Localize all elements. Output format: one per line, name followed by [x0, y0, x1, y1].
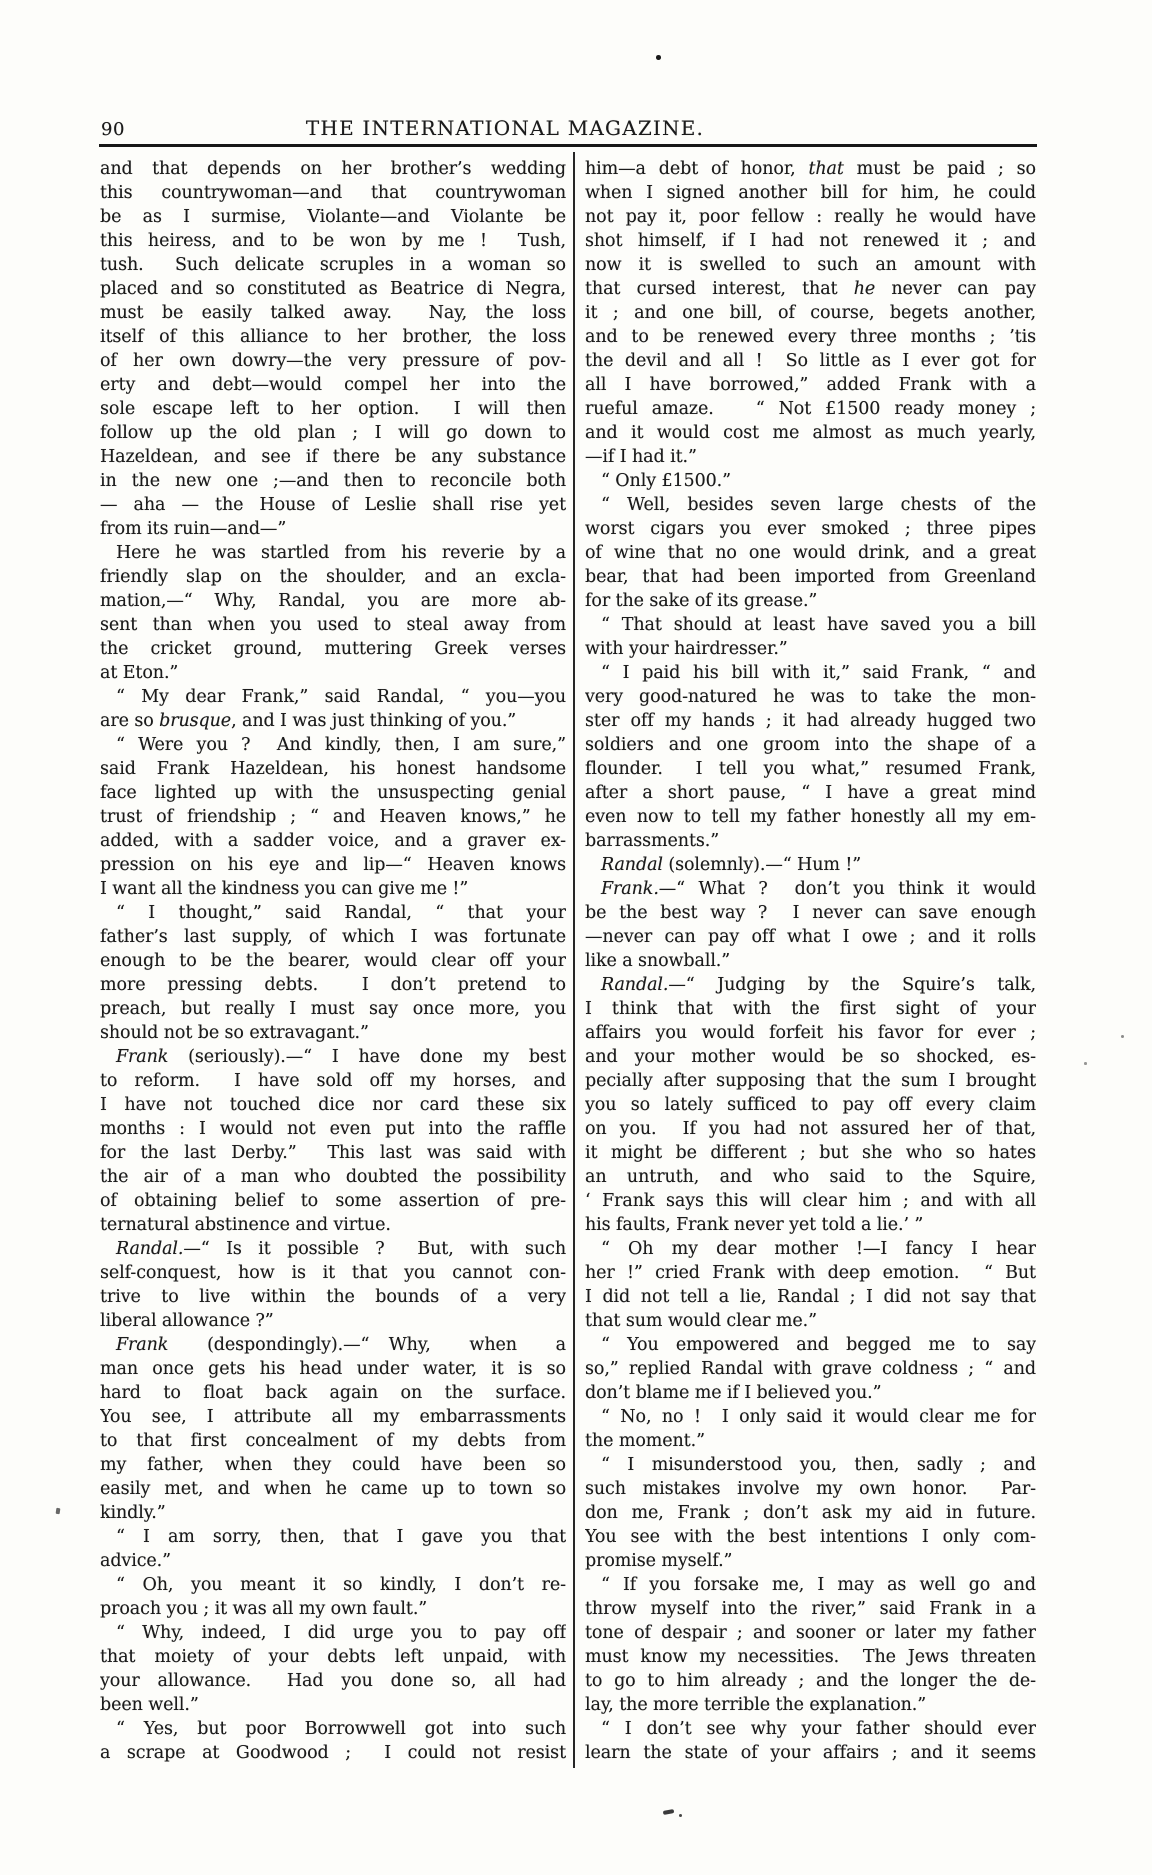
text-line: at Eton.” — [100, 663, 179, 683]
text-line: this heiress, and to be won by me ! Tush, — [100, 231, 566, 251]
paragraph — [585, 1717, 1036, 1765]
paragraph — [585, 661, 1036, 853]
text-line: Frank (seriously).—“ I have done my best — [116, 1047, 566, 1067]
text-line: man once gets his head under water, it is so — [100, 1359, 566, 1379]
text-line: advice.” — [100, 1551, 171, 1571]
ink-speck — [663, 1809, 674, 1814]
text-line: should not be so extravagant.” — [100, 1023, 369, 1043]
text-line: liberal allowance ?” — [100, 1311, 274, 1331]
paragraph — [585, 1333, 1036, 1405]
text-line: to reform. I have sold off my horses, and — [100, 1071, 566, 1091]
text-line: my father, when they could have been so — [100, 1455, 566, 1475]
text-line: not pay it, poor fellow : really he would have — [585, 207, 1036, 227]
paragraph — [585, 1573, 1036, 1717]
text-line: such mistakes involve my own honor. Par- — [585, 1479, 1036, 1499]
text-line: an untruth, and who said to the Squire, — [585, 1167, 1036, 1187]
text-line: Randal.—“ Judging by the Squire’s talk, — [601, 975, 1036, 995]
text-line: easily met, and when he came up to town so — [100, 1479, 566, 1499]
text-line: now it is swelled to such an amount with — [585, 255, 1036, 275]
text-line: very good-natured he was to take the mon- — [585, 687, 1036, 707]
text-line: for the last Derby.” This last was said with — [100, 1143, 566, 1163]
text-line: I want all the kindness you can give me !” — [100, 879, 469, 899]
text-line: “ Why, indeed, I did urge you to pay off — [116, 1623, 566, 1643]
paragraph — [100, 1573, 566, 1621]
paragraph — [585, 157, 1036, 469]
ink-speck — [656, 55, 661, 60]
text-line: and that depends on her brother’s wedding — [100, 159, 566, 179]
paragraph — [585, 1453, 1036, 1573]
text-line: “ I am sorry, then, that I gave you that — [116, 1527, 566, 1547]
text-line: sole escape left to her option. I will then — [100, 399, 566, 419]
text-line: Randal.—“ Is it possible ? But, with such — [116, 1239, 566, 1259]
text-line: it ; and one bill, of course, begets another, — [585, 303, 1036, 323]
paragraph — [100, 157, 566, 541]
paragraph — [585, 613, 1036, 661]
paragraph — [100, 1621, 566, 1717]
text-line: so,” replied Randal with grave coldness ; “ and — [585, 1359, 1036, 1379]
text-line: throw myself into the river,” said Frank in a — [585, 1599, 1036, 1619]
text-line: this countrywoman—and that countrywoman — [100, 183, 566, 203]
text-line: for the sake of its grease.” — [585, 591, 818, 611]
text-line: friendly slap on the shoulder, and an excla- — [100, 567, 566, 587]
text-line: ‘ Frank says this will clear him ; and with all — [585, 1191, 1036, 1211]
text-line: months : I would not even put into the raffle — [100, 1119, 566, 1139]
text-line: affairs you would forfeit his favor for ever ; — [585, 1023, 1036, 1043]
text-line: added, with a sadder voice, and a graver ex- — [100, 831, 566, 851]
text-line: self-conquest, how is it that you cannot con- — [100, 1263, 566, 1283]
text-line: placed and so constituted as Beatrice di Negra, — [100, 279, 566, 299]
text-line: kindly.” — [100, 1503, 166, 1523]
text-line: Frank (despondingly).—“ Why, when a — [116, 1335, 566, 1355]
text-line: to that first concealment of my debts from — [100, 1431, 566, 1451]
left-text-column — [100, 157, 566, 1765]
ink-speck — [679, 1814, 682, 1817]
text-line: more pressing debts. I don’t pretend to — [100, 975, 566, 995]
text-line: lay, the more terrible the explanation.” — [585, 1695, 927, 1715]
text-line: that moiety of your debts left unpaid, with — [100, 1647, 566, 1667]
text-line: —never can pay off what I owe ; and it rolls — [585, 927, 1036, 947]
text-line: Randal (solemnly).—“ Hum !” — [601, 855, 862, 875]
text-line: “ I paid his bill with it,” said Frank, “ and — [601, 663, 1036, 683]
text-line: hard to float back again on the surface. — [100, 1383, 566, 1403]
text-line: that cursed interest, that he never can pay — [585, 279, 1036, 299]
column-divider-rule — [573, 152, 575, 1768]
text-line: even now to tell my father honestly all my em- — [585, 807, 1036, 827]
text-line: her !” cried Frank with deep emotion. “ But — [585, 1263, 1036, 1283]
text-line: father’s last supply, of which I was fortunate — [100, 927, 566, 947]
text-line: “ I misunderstood you, then, sadly ; and — [601, 1455, 1036, 1475]
text-line: erty and debt—would compel her into the — [100, 375, 566, 395]
text-line: mation,—“ Why, Randal, you are more ab- — [100, 591, 566, 611]
paragraph — [100, 685, 566, 733]
text-line: after a short pause, “ I have a great mind — [585, 783, 1036, 803]
text-line: “ No, no ! I only said it would clear me for — [601, 1407, 1036, 1427]
text-line: the cricket ground, muttering Greek verses — [100, 639, 566, 659]
text-line: him—a debt of honor, that must be paid ; so — [585, 159, 1036, 179]
paragraph — [585, 1237, 1036, 1333]
header-rule — [99, 144, 1037, 147]
text-line: from its ruin—and—” — [100, 519, 287, 539]
paragraph — [100, 901, 566, 1045]
paragraph — [100, 1333, 566, 1525]
text-line: ster off my hands ; it had already hugged two — [585, 711, 1036, 731]
text-line: proach you ; it was all my own fault.” — [100, 1599, 428, 1619]
text-line: of obtaining belief to some assertion of pre- — [100, 1191, 566, 1211]
text-line: you so lately sufficed to pay off every claim — [585, 1095, 1036, 1115]
paragraph — [585, 469, 1036, 493]
text-line: are so brusque, and I was just thinking of you.” — [100, 711, 517, 731]
text-line: — aha — the House of Leslie shall rise yet — [100, 495, 566, 515]
text-line: pression on his eye and lip—“ Heaven knows — [100, 855, 566, 875]
text-line: trive to live within the bounds of a very — [100, 1287, 566, 1307]
text-line: barrassments.” — [585, 831, 720, 851]
text-line: You see with the best intentions I only com- — [585, 1527, 1036, 1547]
text-line: “ Oh my dear mother !—I fancy I hear — [601, 1239, 1036, 1259]
text-line: tone of despair ; and sooner or later my father — [585, 1623, 1036, 1643]
paragraph — [585, 877, 1036, 973]
paragraph — [100, 1717, 566, 1765]
text-line: on you. If you had not assured her of that, — [585, 1119, 1036, 1139]
text-line: of her own dowry—the very pressure of pov- — [100, 351, 566, 371]
text-line: all I have borrowed,” added Frank with a — [585, 375, 1036, 395]
ink-speck — [56, 1508, 60, 1514]
text-line: and to be renewed every three months ; ’tis — [585, 327, 1036, 347]
text-line: the devil and all ! So little as I ever got for — [585, 351, 1036, 371]
text-line: be as I surmise, Violante—and Violante be — [100, 207, 566, 227]
text-line: don’t blame me if I believed you.” — [585, 1383, 882, 1403]
paragraph — [100, 1525, 566, 1573]
text-line: tush. Such delicate scruples in a woman so — [100, 255, 566, 275]
text-line: been well.” — [100, 1695, 199, 1715]
text-line: when I signed another bill for him, he could — [585, 183, 1036, 203]
text-line: promise myself.” — [585, 1551, 733, 1571]
text-line: worst cigars you ever smoked ; three pipes — [585, 519, 1036, 539]
text-line: “ Were you ? And kindly, then, I am sure,” — [116, 735, 566, 755]
text-line: rueful amaze. “ Not £1500 ready money ; — [585, 399, 1036, 419]
right-text-column — [585, 157, 1036, 1765]
text-line: said Frank Hazeldean, his honest handsome — [100, 759, 566, 779]
text-line: like a snowball.” — [585, 951, 731, 971]
text-line: soldiers and one groom into the shape of a — [585, 735, 1036, 755]
text-line: Frank.—“ What ? don’t you think it would — [601, 879, 1036, 899]
text-line: “ I thought,” said Randal, “ that your — [116, 903, 566, 923]
text-line: “ Well, besides seven large chests of the — [601, 495, 1036, 515]
paragraph — [585, 853, 1036, 877]
text-line: “ My dear Frank,” said Randal, “ you—you — [116, 687, 566, 707]
ink-speck — [1121, 1035, 1124, 1038]
text-line: face lighted up with the unsuspecting genial — [100, 783, 566, 803]
page-number: 90 — [101, 119, 125, 140]
text-line: enough to be the bearer, would clear off your — [100, 951, 566, 971]
text-line: your allowance. Had you done so, all had — [100, 1671, 566, 1691]
text-line: ternatural abstinence and virtue. — [100, 1215, 391, 1235]
text-line: to go to him already ; and the longer the de- — [585, 1671, 1036, 1691]
text-line: must be easily talked away. Nay, the loss — [100, 303, 566, 323]
text-line: a scrape at Goodwood ; I could not resist — [100, 1743, 566, 1763]
paragraph — [585, 973, 1036, 1237]
text-line: “ Only £1500.” — [601, 471, 731, 491]
paragraph — [585, 1405, 1036, 1453]
text-line: in the new one ;—and then to reconcile both — [100, 471, 566, 491]
page-title: THE INTERNATIONAL MAGAZINE. — [305, 116, 705, 140]
text-line: You see, I attribute all my embarrassments — [100, 1407, 566, 1427]
paragraph — [100, 733, 566, 901]
text-line: shot himself, if I had not renewed it ; and — [585, 231, 1036, 251]
text-line: the moment.” — [585, 1431, 705, 1451]
text-line: Hazeldean, and see if there be any substance — [100, 447, 566, 467]
text-line: “ That should at least have saved you a bill — [601, 615, 1036, 635]
text-line: preach, but really I must say once more, you — [100, 999, 566, 1019]
text-line: learn the state of your affairs ; and it seems — [585, 1743, 1036, 1763]
text-line: flounder. I tell you what,” resumed Frank, — [585, 759, 1036, 779]
paragraph — [100, 1237, 566, 1333]
text-line: follow up the old plan ; I will go down to — [100, 423, 566, 443]
text-line: be the best way ? I never can save enough — [585, 903, 1036, 923]
text-line: “ You empowered and begged me to say — [601, 1335, 1036, 1355]
text-line: his faults, Frank never yet told a lie.’ ” — [585, 1215, 924, 1235]
text-line: trust of friendship ; “ and Heaven knows,” he — [100, 807, 566, 827]
text-line: with your hairdresser.” — [585, 639, 788, 659]
paragraph — [100, 1045, 566, 1237]
text-line: that sum would clear me.” — [585, 1311, 817, 1331]
text-line: must know my necessities. The Jews threaten — [585, 1647, 1036, 1667]
text-line: itself of this alliance to her brother, the loss — [100, 327, 566, 347]
text-line: I have not touched dice nor card these six — [100, 1095, 566, 1115]
text-line: I did not tell a lie, Randal ; I did not say that — [585, 1287, 1036, 1307]
text-line: I think that with the first sight of your — [585, 999, 1036, 1019]
text-line: “ Yes, but poor Borrowwell got into such — [116, 1719, 566, 1739]
text-line: the air of a man who doubted the possibility — [100, 1167, 566, 1187]
text-line: of wine that no one would drink, and a great — [585, 543, 1036, 563]
text-line: Here he was startled from his reverie by a — [116, 543, 566, 563]
text-line: and it would cost me almost as much yearly, — [585, 423, 1036, 443]
paragraph — [100, 541, 566, 685]
text-line: —if I had it.” — [585, 447, 697, 467]
text-line: “ Oh, you meant it so kindly, I don’t re- — [116, 1575, 566, 1595]
text-line: “ If you forsake me, I may as well go and — [601, 1575, 1036, 1595]
text-line: don me, Frank ; don’t ask my aid in future. — [585, 1503, 1036, 1523]
ink-speck — [1084, 1062, 1087, 1065]
text-line: sent than when you used to steal away from — [100, 615, 566, 635]
text-line: “ I don’t see why your father should ever — [601, 1719, 1036, 1739]
text-line: it might be different ; but she who so hates — [585, 1143, 1036, 1163]
text-line: bear, that had been imported from Greenland — [585, 567, 1036, 587]
paragraph — [585, 493, 1036, 613]
text-line: pecially after supposing that the sum I brought — [585, 1071, 1036, 1091]
text-line: and your mother would be so shocked, es- — [585, 1047, 1036, 1067]
